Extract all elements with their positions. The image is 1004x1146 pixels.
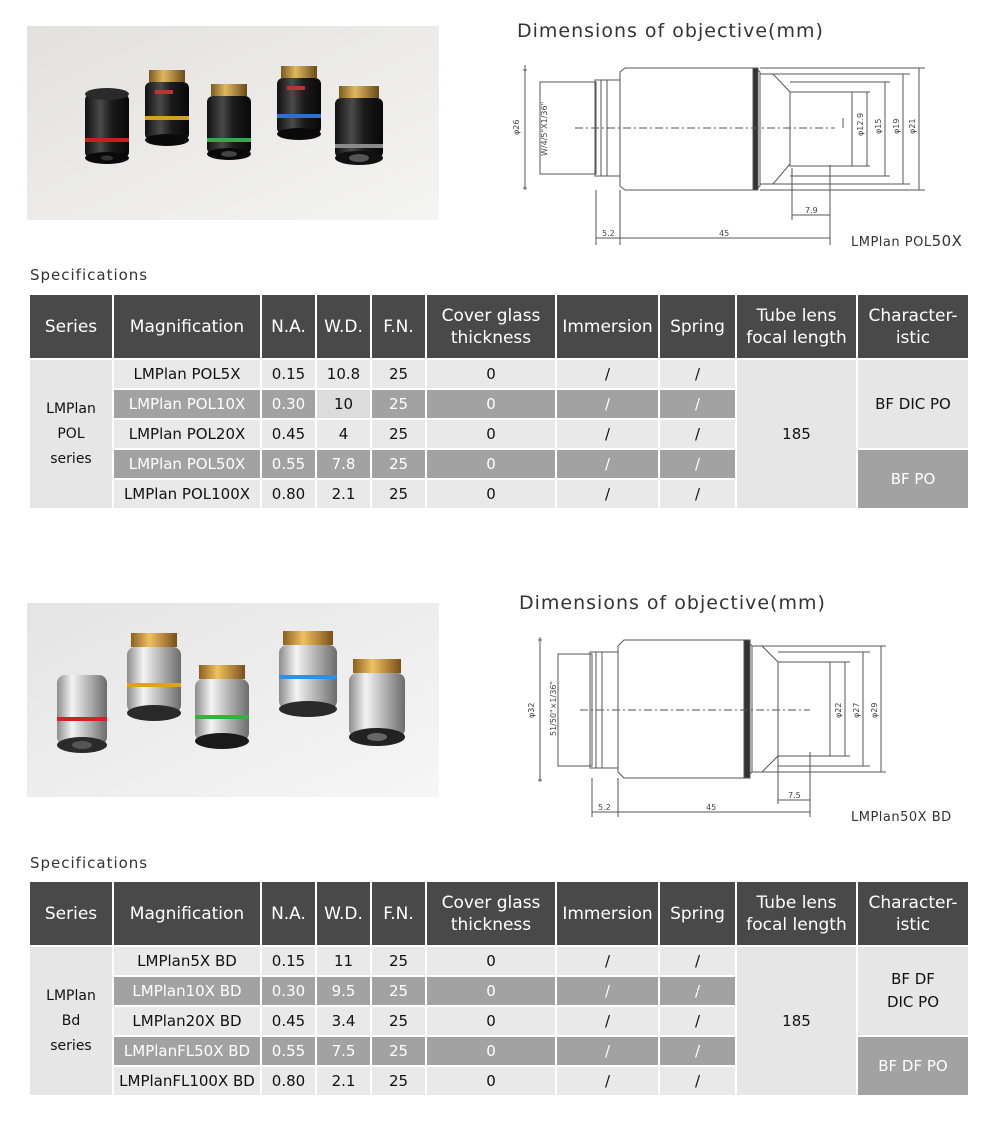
svg-text:45: 45: [706, 803, 717, 812]
cell-cover: 0: [427, 1037, 555, 1065]
specifications-table: [28, 293, 970, 510]
cell-fn: 25: [372, 977, 425, 1005]
header-characteristic: Character- istic: [858, 882, 968, 945]
cell-spring: /: [660, 1037, 735, 1065]
header-immersion: Immersion: [557, 295, 658, 358]
svg-text:φ21: φ21: [908, 118, 917, 134]
cell-fn: 25: [372, 420, 425, 448]
cell-magnification: LMPlan POL5X: [114, 360, 260, 388]
cell-na: 0.30: [262, 390, 315, 418]
svg-text:φ15: φ15: [874, 118, 883, 134]
svg-text:45: 45: [719, 229, 730, 238]
cell-fn: 25: [372, 480, 425, 508]
cell-magnification: LMPlan POL100X: [114, 480, 260, 508]
cell-magnification: LMPlanFL100X BD: [114, 1067, 260, 1095]
cell-spring: /: [660, 947, 735, 975]
cell-wd: 10: [317, 390, 370, 418]
cell-cover: 0: [427, 977, 555, 1005]
cell-na: 0.15: [262, 360, 315, 388]
svg-text:φ32: φ32: [527, 702, 536, 718]
cell-fn: 25: [372, 390, 425, 418]
header-wd: W.D.: [317, 882, 370, 945]
cell-spring: /: [660, 480, 735, 508]
cell-magnification: LMPlanFL50X BD: [114, 1037, 260, 1065]
specifications-label: Specifications: [30, 854, 149, 872]
header-fn: F.N.: [372, 882, 425, 945]
lens-red-ring: [85, 88, 129, 164]
objective-photo-black: [27, 26, 439, 220]
header-immersion: Immersion: [557, 882, 658, 945]
drawing-caption: LMPlan50X BD: [851, 810, 952, 825]
svg-text:5.2: 5.2: [598, 803, 611, 812]
dimensions-title: Dimensions of objective(mm): [519, 592, 826, 614]
lens-white-ring: [335, 86, 383, 165]
svg-text:φ12.9: φ12.9: [856, 112, 865, 136]
cell-cover: 0: [427, 420, 555, 448]
cell-wd: 2.1: [317, 480, 370, 508]
cell-magnification: LMPlan20X BD: [114, 1007, 260, 1035]
lens-red-ring: [57, 675, 107, 753]
svg-text:φ29: φ29: [870, 702, 879, 718]
cell-fn: 25: [372, 1067, 425, 1095]
cell-wd: 4: [317, 420, 370, 448]
specifications-table: [28, 880, 970, 1097]
cell-wd: 10.8: [317, 360, 370, 388]
lens-yellow-ring: [127, 633, 181, 721]
cell-cover: 0: [427, 480, 555, 508]
objective-dimension-drawing: [520, 632, 890, 822]
cell-spring: /: [660, 390, 735, 418]
header-fn: F.N.: [372, 295, 425, 358]
objective-photo-silver: [27, 603, 439, 797]
header-series: Series: [30, 295, 112, 358]
cell-immersion: /: [557, 947, 658, 975]
cell-immersion: /: [557, 1037, 658, 1065]
svg-text:W/4/5"X1/36": W/4/5"X1/36": [540, 101, 549, 156]
header-na: N.A.: [262, 882, 315, 945]
header-cover-glass: Cover glass thickness: [427, 882, 555, 945]
table-row: [30, 360, 968, 388]
header-series: Series: [30, 882, 112, 945]
cell-magnification: LMPlan10X BD: [114, 977, 260, 1005]
cell-cover: 0: [427, 1007, 555, 1035]
cell-magnification: LMPlan POL10X: [114, 390, 260, 418]
cell-wd: 7.5: [317, 1037, 370, 1065]
cell-fn: 25: [372, 1037, 425, 1065]
cell-na: 0.15: [262, 947, 315, 975]
lens-blue-ring: [277, 66, 321, 140]
cell-magnification: LMPlan5X BD: [114, 947, 260, 975]
cell-immersion: /: [557, 390, 658, 418]
cell-cover: 0: [427, 390, 555, 418]
cell-spring: /: [660, 360, 735, 388]
tube-focal-length: 185: [737, 360, 856, 508]
header-characteristic: Character- istic: [858, 295, 968, 358]
lens-white-ring: [349, 659, 405, 746]
cell-fn: 25: [372, 450, 425, 478]
cell-na: 0.45: [262, 420, 315, 448]
cell-magnification: LMPlan POL20X: [114, 420, 260, 448]
characteristic-top: BF DIC PO: [858, 360, 968, 448]
cell-spring: /: [660, 1067, 735, 1095]
cell-wd: 9.5: [317, 977, 370, 1005]
svg-text:φ22: φ22: [834, 702, 843, 718]
cell-immersion: /: [557, 1067, 658, 1095]
lens-green-ring: [207, 84, 251, 160]
cell-immersion: /: [557, 480, 658, 508]
header-spring: Spring: [660, 295, 735, 358]
header-magnification: Magnification: [114, 295, 260, 358]
header-row: [30, 882, 968, 945]
drawing-caption: LMPlan POL50X: [851, 232, 963, 250]
characteristic-bottom: BF PO: [858, 450, 968, 508]
cell-immersion: /: [557, 1007, 658, 1035]
svg-text:5.2: 5.2: [602, 229, 615, 238]
cell-cover: 0: [427, 360, 555, 388]
cell-immersion: /: [557, 420, 658, 448]
cell-na: 0.80: [262, 480, 315, 508]
header-tube-lens: Tube lens focal length: [737, 882, 856, 945]
svg-text:51/50"×1/36": 51/50"×1/36": [549, 680, 558, 736]
cell-cover: 0: [427, 450, 555, 478]
cell-fn: 25: [372, 1007, 425, 1035]
svg-text:φ19: φ19: [892, 118, 901, 134]
cell-immersion: /: [557, 977, 658, 1005]
table-row: [30, 947, 968, 975]
series-name: LMPlan POL series: [30, 360, 112, 508]
cell-immersion: /: [557, 450, 658, 478]
objective-dimension-drawing: [505, 60, 925, 245]
header-magnification: Magnification: [114, 882, 260, 945]
cell-wd: 7.8: [317, 450, 370, 478]
dimensions-title: Dimensions of objective(mm): [517, 20, 824, 42]
svg-text:φ26: φ26: [512, 119, 521, 135]
header-spring: Spring: [660, 882, 735, 945]
cell-na: 0.45: [262, 1007, 315, 1035]
cell-fn: 25: [372, 360, 425, 388]
characteristic-top: BF DF DIC PO: [858, 947, 968, 1035]
cell-spring: /: [660, 450, 735, 478]
header-wd: W.D.: [317, 295, 370, 358]
cell-spring: /: [660, 420, 735, 448]
cell-na: 0.55: [262, 450, 315, 478]
cell-immersion: /: [557, 360, 658, 388]
series-name: LMPlan Bd series: [30, 947, 112, 1095]
cell-wd: 2.1: [317, 1067, 370, 1095]
header-cover-glass: Cover glass thickness: [427, 295, 555, 358]
cell-wd: 3.4: [317, 1007, 370, 1035]
cell-wd: 11: [317, 947, 370, 975]
cell-spring: /: [660, 1007, 735, 1035]
lens-yellow-ring: [145, 70, 189, 146]
cell-spring: /: [660, 977, 735, 1005]
cell-fn: 25: [372, 947, 425, 975]
cell-na: 0.55: [262, 1037, 315, 1065]
cell-na: 0.80: [262, 1067, 315, 1095]
cell-cover: 0: [427, 947, 555, 975]
svg-text:φ27: φ27: [852, 702, 861, 718]
header-na: N.A.: [262, 295, 315, 358]
characteristic-bottom: BF DF PO: [858, 1037, 968, 1095]
tube-focal-length: 185: [737, 947, 856, 1095]
svg-text:7.5: 7.5: [788, 791, 801, 800]
header-tube-lens: Tube lens focal length: [737, 295, 856, 358]
lens-green-ring: [195, 665, 249, 749]
specifications-label: Specifications: [30, 266, 149, 284]
cell-cover: 0: [427, 1067, 555, 1095]
svg-text:7.9: 7.9: [805, 206, 818, 215]
header-row: [30, 295, 968, 358]
cell-na: 0.30: [262, 977, 315, 1005]
lens-blue-ring: [279, 631, 337, 717]
cell-magnification: LMPlan POL50X: [114, 450, 260, 478]
